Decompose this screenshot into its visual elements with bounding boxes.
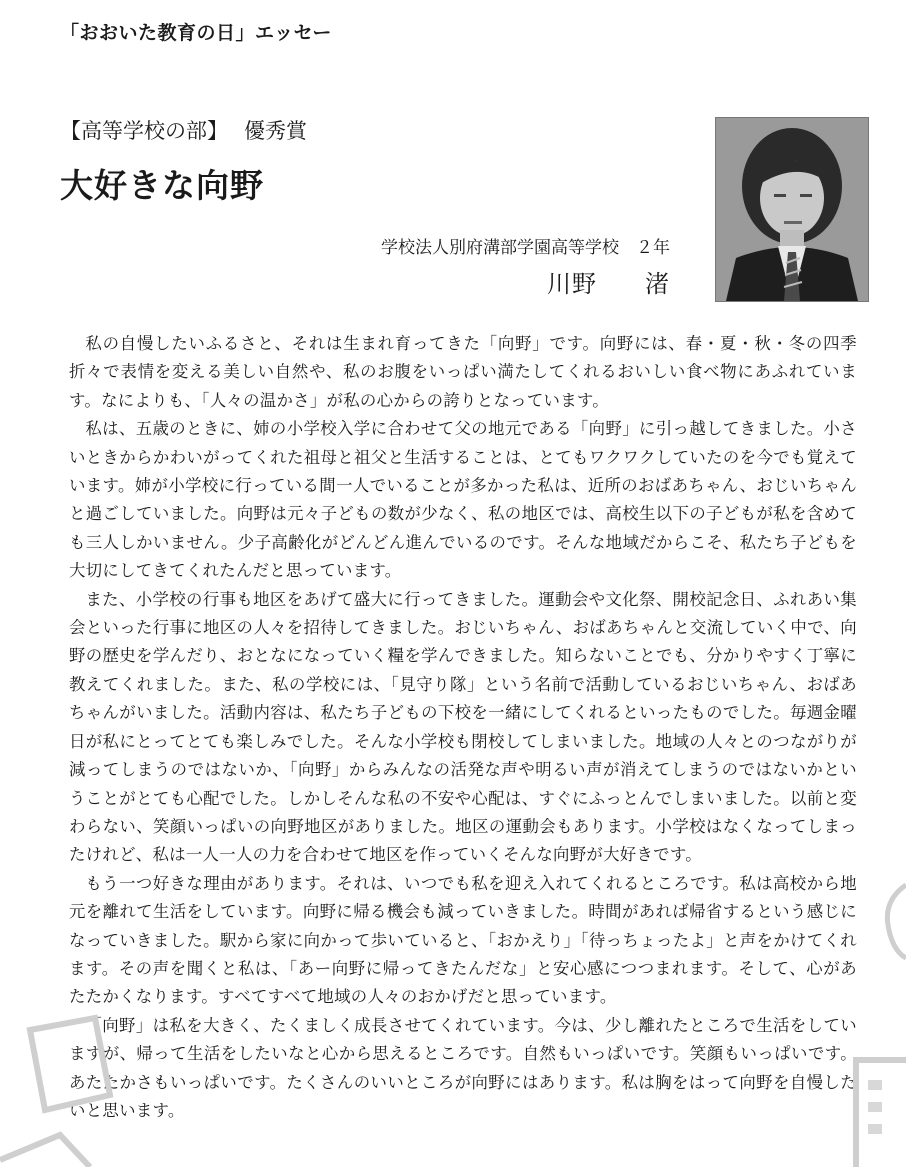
category-line bbox=[60, 115, 307, 145]
author-given-name: 渚 bbox=[645, 270, 670, 298]
portrait-illustration bbox=[716, 118, 868, 301]
author-name bbox=[547, 264, 670, 299]
paragraph-1: 私の自慢したいふるさと、それは生まれ育ってきた「向野」です。向野には、春・夏・秋・冬の四季折々で表情を変える美しい自然や、私のお腹をいっぱい満たしてくれるおいしい食べ物にあふれています。なによりも、「人々の温かさ」が私の心からの誇りとなっています。 bbox=[69, 334, 857, 410]
decorative-outline-edge bbox=[876, 880, 906, 960]
paragraph-4: もう一つ好きな理由があります。それは、いつでも私を迎え入れてくれるところです。私は高校から地元を離れて生活をしています。向野に帰る機会も減っていきました。時間があれば帰省するという感じになっていきました。駅から家に向かって歩いていると、「おかえり」「待っちょったよ」と声をかけてくれます。その声を聞くと私は、「あー向野に帰ってきたんだな」と安心感につつまれます。そして、心があたたかくなります。すべてすべて地域の人々のおかげだと思っています。 bbox=[69, 873, 857, 1007]
paragraph-3: また、小学校の行事も地区をあげて盛大に行ってきました。運動会や文化祭、開校記念日、ふれあい集会といった行事に地区の人々を招待してきました。おじいちゃん、おばあちゃんと交流していく中で、向野の歴史を学んだり、おとなになっていく糧を学んできました。知らないことでも、分かりやすく丁寧に教えてくれました。また、私の学校には、「見守り隊」という名前で活動しているおじいちゃん、おばあちゃんがいました。活動内容は、私たち子どもの下校を一緒にしてくれるといったものでした。毎週金曜日が私にとってとても楽しみでした。そんな小学校も閉校してしまいました。地域の人々とのつながりが減ってしまうのではないか、「向野」からみんなの活発な声や明るい声が消えてしまうのではないかということがとても心配でした。しかしそんな私の不安や心配は、すぐにふっとんでしまいました。以前と変わらない、笑顔いっぱいの向野地区がありました。地区の運動会もあります。小学校はなくなってしまったけれど、私は一人一人の力を合わせて地区を作っていくそんな向野が大好きです。 bbox=[69, 589, 857, 865]
school-grade: 学校法人別府溝部学園高等学校 ２年 bbox=[381, 238, 670, 258]
essay-title: 大好きな向野 bbox=[60, 166, 264, 205]
author-photo bbox=[715, 117, 869, 302]
decorative-outline-right bbox=[846, 1040, 906, 1167]
decorative-outline-left bbox=[0, 1000, 120, 1167]
paragraph-5: 「向野」は私を大きく、たくましく成長させてくれています。今は、少し離れたところで生活をしていますが、帰って生活をしたいなと心から思えるところです。自然もいっぱいです。笑顔もいっぱいです。あたたかさもいっぱいです。たくさんのいいところが向野にはあります。私は胸をはって向野を自慢したいと思います。 bbox=[69, 1015, 857, 1120]
series-header: 「おおいた教育の日」エッセー bbox=[60, 22, 332, 44]
essay-body bbox=[69, 330, 857, 1125]
category-label: 【高等学校の部】 bbox=[60, 119, 228, 143]
paragraph-2: 私は、五歳のときに、姉の小学校入学に合わせて父の地元である「向野」に引っ越してきました。小さいときからかわいがってくれた祖母と祖父と生活することは、とてもワクワクしていたのを今でも覚えています。姉が小学校に行っている間一人でいることが多かった私は、近所のおばあちゃん、おじいちゃんと過ごしていました。向野は元々子どもの数が少なく、私の地区では、高校生以下の子どもが私を含めても三人しかいません。少子高齢化がどんどん進んでいるのです。そんな地域だからこそ、私たち子どもを大切にしてきてくれたんだと思っています。 bbox=[69, 419, 857, 581]
award-label: 優秀賞 bbox=[244, 119, 307, 143]
author-family-name: 川野 bbox=[547, 270, 597, 298]
